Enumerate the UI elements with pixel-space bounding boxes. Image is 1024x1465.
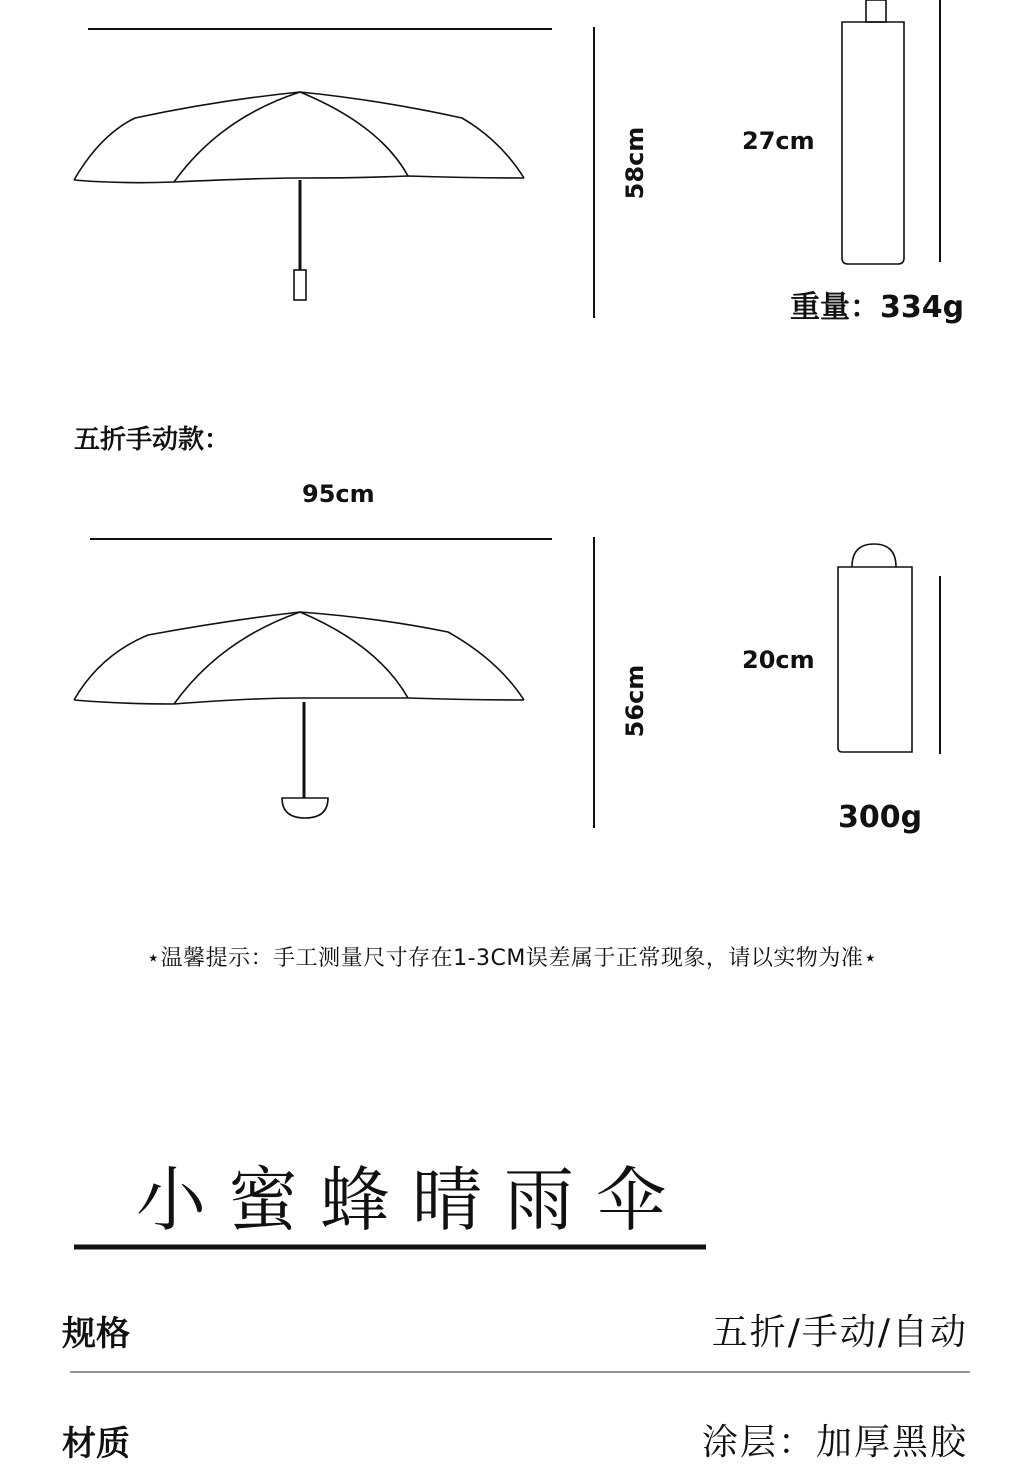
- manual-open-height-label: 56cm: [621, 664, 649, 738]
- top-open-height-label: 58cm: [621, 126, 649, 200]
- top-umbrella-drawing: [74, 0, 940, 318]
- manual-model-heading: 五折手动款：: [74, 425, 231, 455]
- product-title: 小蜜蜂晴雨伞: [136, 1159, 688, 1241]
- spec-value-size: 五折/手动/自动: [711, 1312, 968, 1353]
- spec-value-material: 涂层：加厚黑胶: [701, 1422, 968, 1463]
- top-weight-label: 重量：334g: [790, 290, 965, 325]
- top-folded-length-label: 27cm: [742, 127, 815, 155]
- manual-weight-label: 300g: [838, 800, 923, 835]
- spec-label-size: 规格: [62, 1314, 130, 1354]
- measurement-tip: ⋆温馨提示：手工测量尺寸存在1-3CM误差属于正常现象，请以实物为准⋆: [146, 946, 878, 971]
- manual-open-width-label: 95cm: [302, 480, 375, 508]
- manual-folded-length-label: 20cm: [742, 646, 815, 674]
- manual-umbrella-drawing: [74, 537, 940, 828]
- spec-label-material: 材质: [62, 1424, 130, 1464]
